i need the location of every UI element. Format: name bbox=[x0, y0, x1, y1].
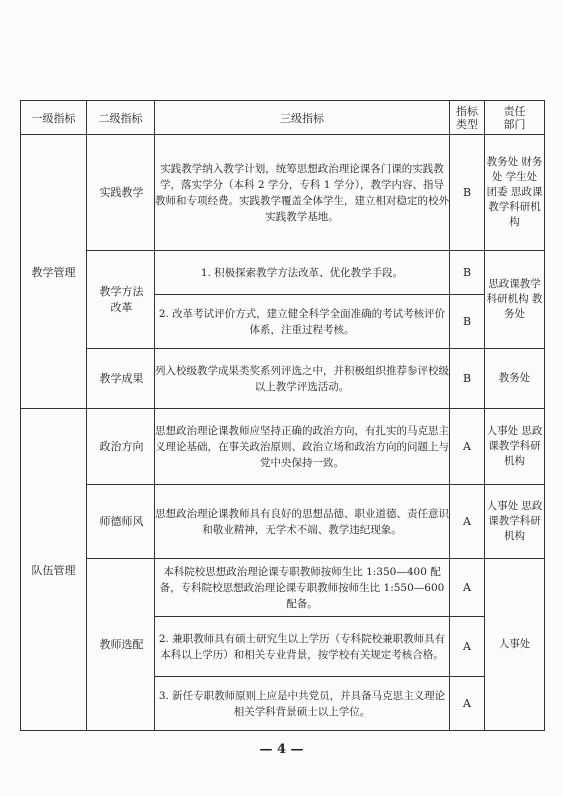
type-cell: A bbox=[450, 677, 485, 731]
dept-cell: 教务处 财务处 学生处 团委 思政课教学科研机构 bbox=[485, 135, 545, 251]
header-dept-line2: 部门 bbox=[503, 117, 526, 131]
level1-cell: 队伍管理 bbox=[21, 409, 87, 731]
level2-cell bbox=[87, 485, 155, 559]
header-level2: 二级指标 bbox=[87, 101, 155, 135]
dept-cell: 思政课教学科研机构 教务处 bbox=[485, 251, 545, 349]
dept-cell: 人事处 bbox=[485, 559, 545, 731]
level2-cell bbox=[87, 409, 155, 485]
table-row bbox=[21, 135, 545, 251]
type-cell: A bbox=[450, 485, 485, 559]
type-cell: A bbox=[450, 409, 485, 485]
level3-cell: 2. 兼职教师具有硕士研究生以上学历（专科院校兼职教师具有本科以上学历）和相关专业背景，按学校有关规定考核合格。 bbox=[155, 617, 450, 677]
level2-text: 政治方向 bbox=[99, 439, 144, 453]
header-type bbox=[450, 101, 485, 135]
dept-cell: 教务处 bbox=[485, 349, 545, 409]
table-row bbox=[21, 559, 545, 617]
page-number: — 4 — bbox=[259, 742, 304, 757]
level3-cell: 1. 积极探索教学方法改革、优化教学手段。 bbox=[155, 251, 450, 295]
type-cell: B bbox=[450, 295, 485, 349]
level2-cell bbox=[87, 251, 155, 349]
table-row bbox=[21, 349, 545, 409]
level3-cell: 3. 新任专职教师原则上应是中共党员，并具备马克思主义理论相关学科背景硕士以上学位。 bbox=[155, 677, 450, 731]
level3-cell: 思想政治理论课教师具有良好的思想品德、职业道德、责任意识和敬业精神，无学术不端、教学违纪现象。 bbox=[155, 485, 450, 559]
header-level1: 一级指标 bbox=[21, 101, 87, 135]
level2-text: 师德师风 bbox=[99, 514, 144, 528]
type-cell: B bbox=[450, 349, 485, 409]
table-row bbox=[21, 409, 545, 485]
level3-cell: 2. 改革考试评价方式，建立健全科学全面准确的考试考核评价体系，注重过程考核。 bbox=[155, 295, 450, 349]
type-cell: B bbox=[450, 135, 485, 251]
header-dept bbox=[485, 101, 545, 135]
header-type-line2: 类型 bbox=[456, 117, 478, 131]
header-level3: 三级指标 bbox=[155, 101, 450, 135]
level2-cell bbox=[87, 349, 155, 409]
level3-cell: 本科院校思想政治理论课专职教师按师生比 1:350—400 配备，专科院校思想政治理论课专职教师按师生比 1:550—600 配备。 bbox=[155, 559, 450, 617]
level1-cell: 教学管理 bbox=[21, 135, 87, 409]
table-header-row bbox=[21, 101, 545, 135]
level2-cell bbox=[87, 135, 155, 251]
dept-cell: 人事处 思政课教学科研机构 bbox=[485, 485, 545, 559]
level2-text: 教师选配 bbox=[99, 637, 144, 651]
table-row bbox=[21, 485, 545, 559]
type-cell: B bbox=[450, 251, 485, 295]
header-type-line1: 指标 bbox=[456, 104, 478, 118]
table-row bbox=[21, 251, 545, 295]
level2-text: 教学成果 bbox=[99, 371, 144, 385]
indicator-table bbox=[20, 100, 545, 731]
level2-cell bbox=[87, 559, 155, 731]
dept-cell: 人事处 思政课教学科研机构 bbox=[485, 409, 545, 485]
header-dept-line1: 责任 bbox=[503, 104, 526, 118]
type-cell: A bbox=[450, 559, 485, 617]
level3-cell: 列入校级教学成果类奖系列评选之中，并积极组织推荐参评校级以上教学评选活动。 bbox=[155, 349, 450, 409]
level2-text: 实践教学 bbox=[99, 185, 144, 199]
level3-cell: 实践教学纳入教学计划，统筹思想政治理论课各门课的实践教学，落实学分（本科 2 学分，专科 1 学分），教学内容、指导教师和专项经费。实践教学覆盖全体学生，建立相对稳定的校外实践教学基地。 bbox=[155, 135, 450, 251]
level3-cell: 思想政治理论课教师应坚持正确的政治方向，有扎实的马克思主义理论基础，在事关政治原则、政治立场和政治方向的问题上与党中央保持一致。 bbox=[155, 409, 450, 485]
level2-text: 教学方法改革 bbox=[99, 284, 144, 314]
type-cell: A bbox=[450, 617, 485, 677]
